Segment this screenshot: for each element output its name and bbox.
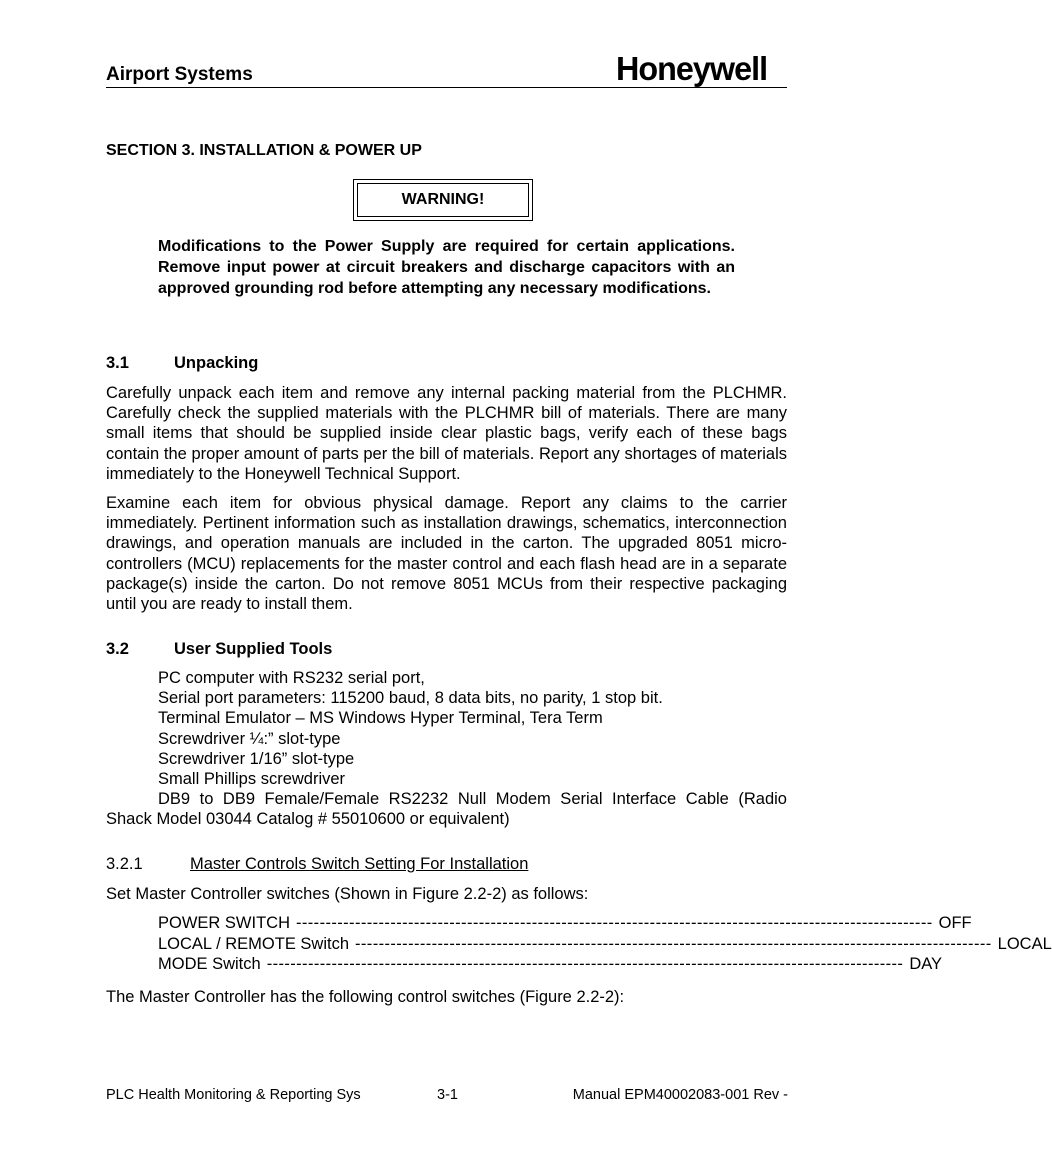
list-item: PC computer with RS232 serial port, bbox=[158, 669, 425, 687]
warning-text: Modifications to the Power Supply are required for certain applications. Remove input power at circuit breakers and discharge capacitors with an approved grounding rod before attempting any necessary modifications. bbox=[158, 238, 735, 297]
heading-title: User Supplied Tools bbox=[174, 640, 333, 658]
footer-page-number: 3-1 bbox=[437, 1087, 458, 1103]
header-title: Airport Systems bbox=[106, 64, 253, 85]
switch-label: MODE Switch bbox=[158, 955, 261, 973]
heading-number: 3.2.1 bbox=[106, 855, 143, 873]
footer-left: PLC Health Monitoring & Reporting Sys bbox=[106, 1087, 361, 1103]
footer-right: Manual EPM40002083-001 Rev - bbox=[572, 1087, 788, 1103]
switch-row-local-remote bbox=[158, 934, 1052, 955]
honeywell-logo: Honeywell bbox=[616, 50, 768, 87]
switch-value: DAY bbox=[909, 955, 943, 973]
paragraph-unpacking-1: Carefully unpack each item and remove any internal packing material from the PLCHMR. Carefully check the supplied materials with the PLCHMR bill of materials. There are many small items that should be supplied inside clear plastic bags, verify each of these bags contain the proper amount of parts per the bill of materials. Report any shortages of materials immediately to the Honeywell Technical Support. bbox=[106, 384, 787, 483]
switch-label: POWER SWITCH bbox=[158, 914, 290, 932]
switch-row-mode bbox=[158, 954, 943, 975]
switch-closing: The Master Controller has the following control switches (Figure 2.2-2): bbox=[106, 988, 625, 1006]
leader-dashes: ------------------------------------------------------------------------------------------------------------ bbox=[266, 955, 904, 973]
leader-dashes: ------------------------------------------------------------------------------------------------------------ bbox=[296, 914, 933, 932]
list-item-cable-continued: Shack Model 03044 Catalog # 55010600 or equivalent) bbox=[106, 810, 510, 829]
header-rule bbox=[106, 87, 787, 88]
list-item: Screwdriver 1/16” slot-type bbox=[158, 749, 355, 768]
switch-intro: Set Master Controller switches (Shown in Figure 2.2-2) as follows: bbox=[106, 885, 589, 903]
tools-list bbox=[106, 668, 787, 830]
leader-dashes: ------------------------------------------------------------------------------------------------------------ bbox=[355, 934, 992, 953]
switch-row-power bbox=[158, 913, 972, 934]
heading-3-2-1 bbox=[106, 855, 528, 874]
heading-title: Master Controls Switch Setting For Installation bbox=[190, 855, 529, 873]
list-item: Serial port parameters: 115200 baud, 8 data bits, no parity, 1 stop bit. bbox=[158, 689, 663, 708]
list-item: Screwdriver ¼:” slot-type bbox=[158, 729, 341, 748]
list-item: Small Phillips screwdriver bbox=[158, 770, 346, 789]
section-title: SECTION 3. INSTALLATION & POWER UP bbox=[106, 142, 422, 159]
switch-label: LOCAL / REMOTE Switch bbox=[158, 934, 350, 953]
warning-label: WARNING! bbox=[357, 183, 529, 217]
heading-title: Unpacking bbox=[174, 354, 259, 372]
list-item-cable: DB9 to DB9 Female/Female RS2232 Null Modem Serial Interface Cable (Radio bbox=[158, 790, 787, 809]
switch-value: LOCAL bbox=[997, 934, 1052, 953]
warning-box bbox=[353, 179, 533, 221]
heading-3-1 bbox=[106, 354, 258, 373]
paragraph-unpacking-2: Examine each item for obvious physical damage. Report any claims to the carrier immediately. Pertinent information such as installation drawings, schematics, interconnection drawings, and operation manuals are included in the carton. The upgraded 8051 micro-controllers (MCU) replacements for the master control and each flash head are in a separate package(s) inside the carton. Do not remove 8051 MCUs from their respective packaging until you are ready to install them. bbox=[106, 494, 787, 614]
heading-number: 3.2 bbox=[106, 640, 129, 658]
list-item: Terminal Emulator – MS Windows Hyper Terminal, Tera Term bbox=[158, 709, 603, 728]
switch-settings bbox=[158, 913, 1052, 975]
heading-number: 3.1 bbox=[106, 354, 129, 372]
heading-3-2 bbox=[106, 640, 332, 659]
switch-value: OFF bbox=[938, 914, 972, 932]
